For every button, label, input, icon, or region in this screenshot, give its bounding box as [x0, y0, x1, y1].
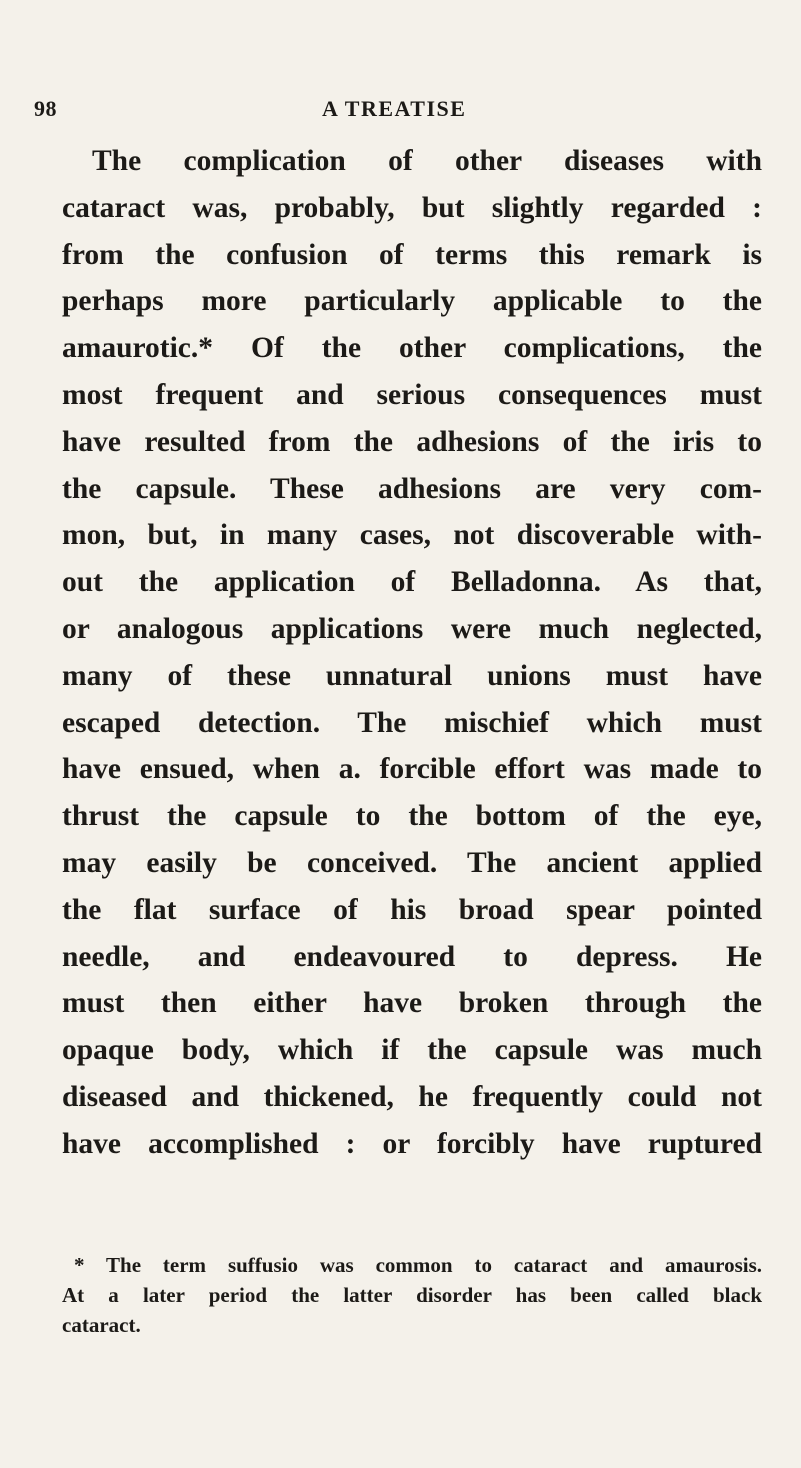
text-line: amaurotic.* Of the other complications, the — [62, 332, 762, 365]
footnote-line: cataract. — [62, 1313, 141, 1337]
text-line: The complication of other diseases with — [92, 145, 762, 177]
text-line: needle, and endeavoured to depress. He — [62, 940, 762, 973]
text-line: have resulted from the adhesions of the iris to — [62, 425, 762, 458]
text-line: out the application of Belladonna. As that, — [62, 566, 762, 599]
text-line: the flat surface of his broad spear pointed — [62, 893, 762, 926]
text-line: the capsule. These adhesions are very com- — [62, 472, 762, 505]
text-line: escaped detection. The mischief which must — [62, 706, 762, 739]
text-line: most frequent and serious consequences must — [62, 378, 762, 411]
text-line: cataract was, probably, but slightly regarded : — [62, 191, 762, 224]
text-line: from the confusion of terms this remark is — [62, 238, 762, 271]
text-line: many of these unnatural unions must have — [62, 659, 762, 692]
text-line: perhaps more particularly applicable to the — [62, 285, 762, 318]
footnote-line: * The term suffusio was common to cataract and amaurosis. — [74, 1253, 762, 1277]
text-line: may easily be conceived. The ancient applied — [62, 846, 762, 879]
text-line: must then either have broken through the — [62, 987, 762, 1020]
text-line: opaque body, which if the capsule was much — [62, 1034, 762, 1067]
body-text — [62, 138, 762, 1168]
running-head — [0, 96, 801, 128]
text-line: diseased and thickened, he frequently could not — [62, 1080, 762, 1113]
page-number: 98 — [34, 96, 57, 121]
text-line: or analogous applications were much neglected, — [62, 612, 762, 645]
footnote-line: At a later period the latter disorder has been called black — [62, 1283, 762, 1307]
running-title: A TREATISE — [322, 96, 467, 121]
text-line: have ensued, when a. forcible effort was made to — [62, 753, 762, 786]
footnote — [62, 1250, 762, 1340]
text-line: thrust the capsule to the bottom of the eye, — [62, 800, 762, 833]
text-line: mon, but, in many cases, not discoverable with- — [62, 519, 762, 552]
text-line: have accomplished : or forcibly have ruptured — [62, 1127, 762, 1160]
